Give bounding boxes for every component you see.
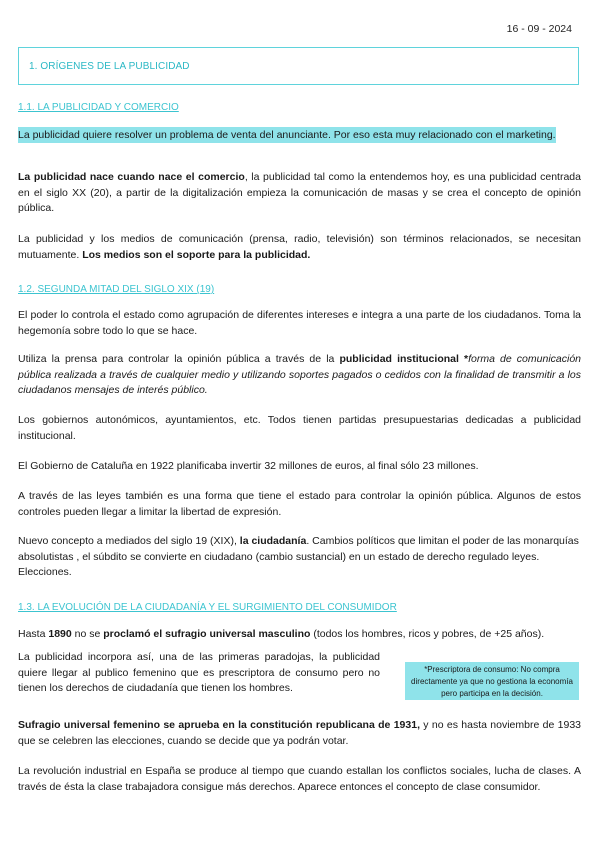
paragraph-1-1-b: La publicidad nace cuando nace el comercio, la publicidad tal como la entendemos hoy, es una publicidad centrada en el siglo XX (20), a partir de la digitalización empieza la comunicación de masas y se crea el concepto de opinión pública. bbox=[18, 171, 581, 214]
bold-text: la ciudadanía bbox=[239, 535, 307, 547]
section-heading-1-2: 1.2. SEGUNDA MITAD DEL SIGLO XIX (19) bbox=[18, 284, 215, 295]
bold-text: Sufragio universal femenino se aprueba en la constitución republicana de 1931, bbox=[18, 719, 420, 731]
bold-text: publicidad institucional * bbox=[339, 353, 469, 365]
paragraph-1-2-b: Utiliza la prensa para controlar la opinión pública a través de la publicidad institucional *forma de comunicación pública realizada a través de cualquier medio y utilizando soportes pagados o cedidos con la finalidad de transmitir a los ciudadanos mensajes de interés público. bbox=[18, 353, 582, 396]
paragraph-1-2-c: Los gobiernos autonómicos, ayuntamientos, etc. Todos tienen partidas presupuestarias dedicadas a publicidad institucional. bbox=[18, 414, 581, 442]
section-heading-1-3: 1.3. LA EVOLUCIÓN DE LA CIUDADANÍA Y EL SURGIMIENTO DEL CONSUMIDOR bbox=[18, 602, 397, 613]
paragraph-1-2-d: El Gobierno de Cataluña en 1922 planificaba invertir 32 millones de euros, al final sólo 23 millones. bbox=[18, 460, 479, 472]
paragraph-1-1-c: La publicidad y los medios de comunicación (prensa, radio, televisión) son términos relacionados, se necesitan mutuamente. Los medios son el soporte para la publicidad. bbox=[18, 233, 581, 261]
chapter-title: 1. ORÍGENES DE LA PUBLICIDAD bbox=[29, 60, 190, 72]
paragraph-1-2-a: El poder lo controla el estado como agrupación de diferentes intereses e integra a una parte de los ciudadanos. Toma la hegemonía sobre todo lo que se hace. bbox=[18, 309, 581, 337]
paragraph-1-3-a: Hasta 1890 no se proclamó el sufragio universal masculino (todos los hombres, ricos y pobres, de +25 años). bbox=[18, 628, 545, 640]
footnote-box: *Prescriptora de consumo: No compra directamente ya que no gestiona la economía pero participa en la decisión. bbox=[405, 662, 579, 700]
paragraph-1-1-a bbox=[18, 128, 581, 144]
bold-text: Los medios son el soporte para la publicidad. bbox=[82, 248, 311, 261]
paragraph-1-3-c: Sufragio universal femenino se aprueba en la constitución republicana de 1931, y no es hasta noviembre de 1933 que se celebren las elecciones, cuando se decide que ya podrán votar. bbox=[18, 719, 581, 747]
bold-text: La publicidad nace cuando nace el comercio bbox=[18, 171, 245, 183]
document-date: 16 - 09 - 2024 bbox=[506, 23, 572, 35]
italic-definition: forma de comunicación pública realizada a través de cualquier medio y utilizando soportes pagados o cedidos con la finalidad de transmitir a los ciudadanos mensajes de interés público. bbox=[18, 353, 582, 396]
paragraph-1-2-e: A través de las leyes también es una forma que tiene el estado para controlar la opinión pública. Algunos de estos controles pueden llegar a limitar la libertad de expresión. bbox=[18, 490, 581, 518]
section-heading-1-1: 1.1. LA PUBLICIDAD Y COMERCIO bbox=[18, 102, 179, 113]
paragraph-1-3-b: La publicidad incorpora así, una de las primeras paradojas, la publicidad quiere llegar al publico femenino que es prescriptora de consumo pero no tienen los derechos de ciudadanía que tienen los hombres. bbox=[18, 651, 380, 694]
paragraph-1-2-f: Nuevo concepto a mediados del siglo 19 (XIX), la ciudadanía. Cambios políticos que limitan el poder de las monarquías absolutistas , el súbdito se convierte en ciudadano (cambio sustancial) en un estado de derecho regulado leyes. Elecciones. bbox=[18, 535, 579, 578]
highlighted-text: La publicidad quiere resolver un problema de venta del anunciante. Por eso esta muy relacionado con el marketing. bbox=[18, 129, 556, 141]
paragraph-1-3-d: La revolución industrial en España se produce al tiempo que cuando estallan los conflictos sociales, lucha de clases. A través de ésta la clase trabajadora consigue más derechos. Aparece entonces el concepto de clase consumidor. bbox=[18, 765, 581, 793]
chapter-title-box bbox=[18, 47, 579, 85]
